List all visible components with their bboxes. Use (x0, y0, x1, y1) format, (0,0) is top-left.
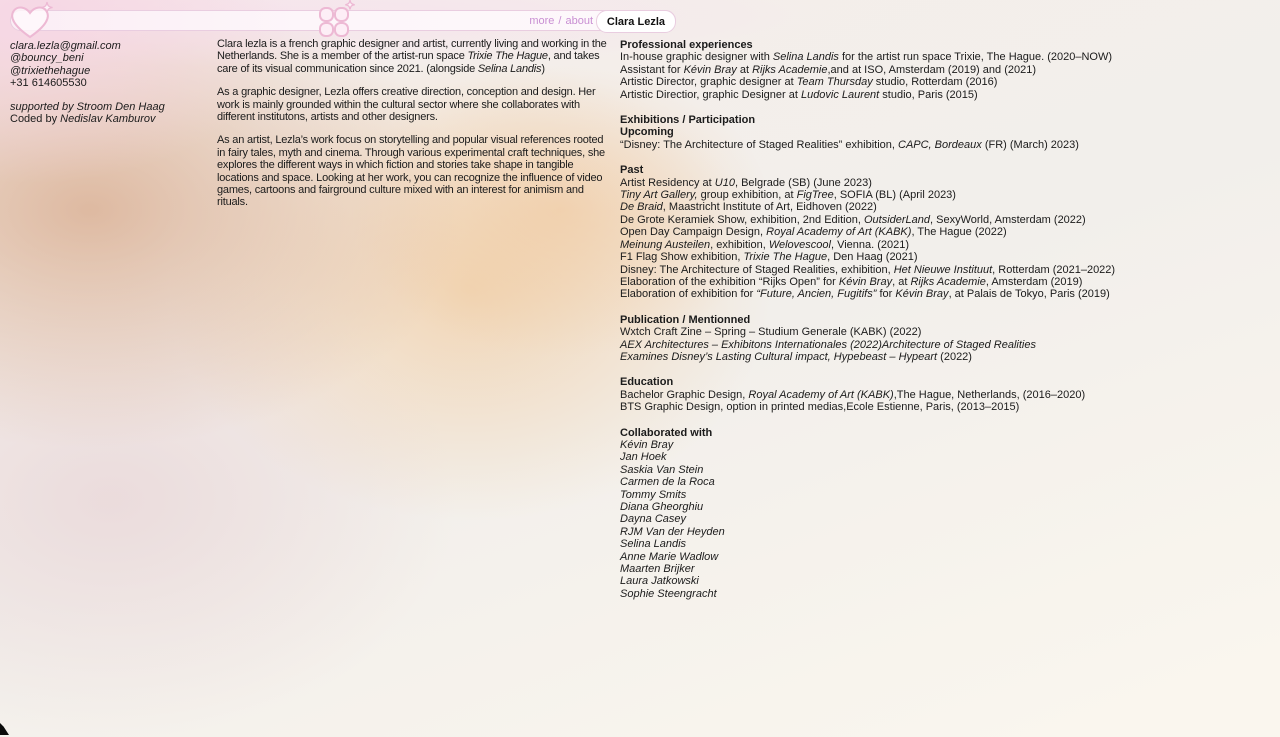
cv-line: In-house graphic designer with Selina Landis for the artist run space Trixie, The Hague. (2020–NOW) (620, 51, 1113, 64)
cv-section (620, 376, 1270, 413)
cv-line: Assistant for Kévin Bray at Rijks Academie,and at ISO, Amsterdam (2019) and (2021) (620, 63, 1036, 76)
cv-line: Jan Hoek (620, 451, 667, 464)
cv-section (620, 39, 1270, 101)
cv-section-title: Exhibitions / Participation (620, 114, 756, 127)
cv-line: Diana Gheorghiu (620, 501, 704, 513)
sparkle-icon (345, 0, 354, 9)
cv-line: Selina Landis (620, 538, 687, 551)
bio-paragraph: As a graphic designer, Lezla offers creative direction, conception and design. Her work is mainly grounded within the cultural sector where she collaborates with different institutons, artists and other designers. (217, 86, 596, 124)
flower-icon[interactable] (314, 0, 358, 40)
nav-separator: / (558, 14, 562, 27)
cv-line: Examines Disney’s Lasting Cultural impact, Hypebeast – Hypeart (2022) (620, 350, 972, 363)
bio-paragraph: As an artist, Lezla’s work focus on storytelling and popular visual references rooted in fairy tales, myth and cinema. Through various experimental craft techniques, she explores the different ways in which fiction and stories take shape in tangible locations and space. Looking at her work, you can recognize the influence of video games, cartoons and fairground culture mixed with an interest for animism and rituals. (217, 134, 605, 209)
cv-section (620, 164, 1270, 300)
credit-line: Coded by Nedislav Kamburov (10, 113, 156, 126)
credit-line: supported by Stroom Den Haag (10, 100, 165, 113)
nav-link-about[interactable]: about (565, 14, 593, 27)
cv-line: Dayna Casey (620, 513, 687, 526)
cv-section (620, 314, 1270, 364)
cv-line: Wxtch Craft Zine – Spring – Studium Generale (KABK) (2022) (620, 326, 922, 339)
cv-section-title: Collaborated with (620, 426, 713, 439)
cv-line: Kévin Bray (620, 438, 674, 451)
cv-section-title: Publication / Mentionned (620, 313, 751, 326)
cv-line: Carmen de la Roca (620, 476, 715, 489)
contact-line[interactable]: @bouncy_beni (10, 52, 84, 65)
cv-line: Maarten Brijker (620, 563, 695, 576)
cv-line: Elaboration of the exhibition “Rijks Open” for Kévin Bray, at Rijks Academie, Amsterdam (2019) (620, 275, 1083, 288)
cv-line: Upcoming (620, 126, 674, 139)
contact-line[interactable]: clara.lezla@gmail.com (10, 40, 121, 52)
bio-column (217, 38, 609, 209)
cv-column (620, 39, 1270, 600)
cv-line: RJM Van der Heyden (620, 525, 725, 538)
cv-line: Disney: The Architecture of Staged Realities, exhibition, Het Nieuwe Instituut, Rotterdam (2021–2022) (620, 263, 1116, 276)
cv-line: Sophie Steengracht (620, 587, 717, 600)
cv-section (620, 114, 1270, 151)
cv-section-title: Past (620, 164, 644, 177)
nav-link-more[interactable]: more (529, 14, 555, 27)
cv-line: “Disney: The Architecture of Staged Realities” exhibition, CAPC, Bordeaux (FR) (March) 2023) (620, 138, 1079, 151)
cv-line: Bachelor Graphic Design, Royal Academy of Art (KABK),The Hague, Netherlands, (2016–2020) (620, 388, 1086, 401)
cv-line: Tiny Art Gallery, group exhibition, at FigTree, SOFIA (BL) (April 2023) (620, 189, 956, 202)
contact-block (10, 40, 165, 90)
cv-line: Saskia Van Stein (620, 463, 704, 476)
cv-section-title: Professional experiences (620, 39, 753, 51)
cv-line: Elaboration of exhibition for “Future, Ancien, Fugitifs” for Kévin Bray, at Palais de Tokyo, Paris (2019) (620, 288, 1110, 301)
heart-icon[interactable] (6, 1, 62, 41)
cv-line: Laura Jatkowski (620, 575, 699, 588)
cv-line: Artistic Directior, graphic Designer at Ludovic Laurent studio, Paris (2015) (620, 88, 978, 101)
cv-line: F1 Flag Show exhibition, Trixie The Hague, Den Haag (2021) (620, 251, 918, 264)
cv-line: AEX Architectures – Exhibitons Internationales (2022)Architecture of Staged Realities (620, 338, 1036, 351)
cursor-artifact (0, 723, 9, 735)
cv-line: De Grote Keramiek Show, exhibition, 2nd Edition, OutsiderLand, SexyWorld, Amsterdam (2022) (620, 213, 1086, 226)
credits-block (10, 101, 165, 126)
cv-line: Tommy Smits (620, 488, 687, 501)
contact-column (10, 40, 165, 125)
site-title[interactable]: Clara Lezla (596, 10, 676, 33)
contact-line[interactable]: +31 614605530 (10, 77, 87, 90)
cv-line: Open Day Campaign Design, Royal Academy of Art (KABK), The Hague (2022) (620, 226, 1007, 239)
cv-section-title: Education (620, 376, 674, 389)
cv-section (620, 427, 1270, 601)
cv-line: Anne Marie Wadlow (620, 550, 719, 563)
cv-line: De Braid, Maastricht Institute of Art, Eidhoven (2022) (620, 201, 877, 214)
cv-line: Artist Residency at U10, Belgrade (SB) (June 2023) (620, 176, 872, 189)
nav-links (529, 11, 593, 30)
bio-paragraph: Clara lezla is a french graphic designer and artist, currently living and working in the Netherlands. She is a member of the artist-run space Trixie The Hague, and takes care of its visual communication since 2021. (alongside Selina Landis) (217, 38, 607, 75)
contact-line[interactable]: @trixiethehague (10, 64, 91, 77)
cv-line: Artistic Director, graphic designer at Team Thursday studio, Rotterdam (2016) (620, 76, 998, 89)
cv-line: Meinung Austeilen, exhibition, Welovescool, Vienna. (2021) (620, 238, 910, 251)
cv-line: BTS Graphic Design, option in printed medias,Ecole Estienne, Paris, (2013–2015) (620, 401, 1020, 414)
